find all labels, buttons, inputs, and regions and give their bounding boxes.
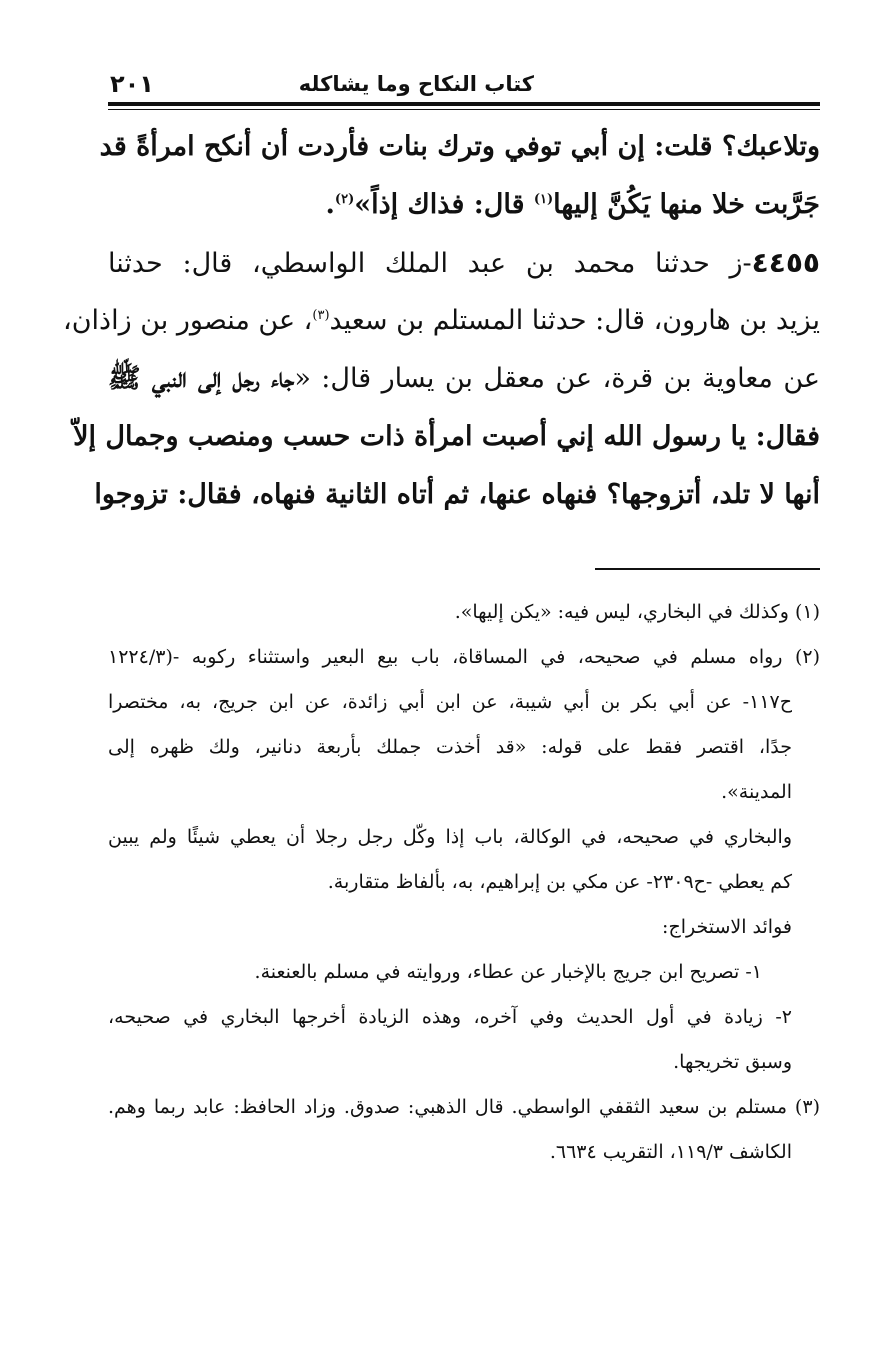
- footnote-line: وسبق تخريجها.: [673, 1051, 792, 1073]
- text-line: يزيد بن هارون، قال: حدثنا المستلم بن سعيد$^{(٣)}$، عن منصور بن زاذان،: [63, 305, 820, 336]
- footnote-line: الكاشف ١١٩/٣، التقريب ٦٦٣٤.: [549, 1141, 792, 1163]
- text-line: فقال: يا رسول الله إني أصبت امرأة ذات حسب ومنصب وجمال إلاّ: [73, 421, 820, 452]
- main-text: [63, 118, 820, 524]
- footnotes: [108, 590, 820, 1175]
- header-rule-thick: [108, 102, 820, 106]
- footnote-line: كم يعطي -ح٢٣٠٩- عن مكي بن إبراهيم، به، بألفاظ متقاربة.: [327, 871, 792, 893]
- footnote-ref-1: (١): [533, 192, 554, 207]
- footnote-line: (١) وكذلك في البخاري، ليس فيه: «يكن إليها».: [454, 601, 820, 623]
- footnote-line: جدًا، اقتصر فقط على قوله: «قد أخذت جملك بأربعة دنانير، ولك ظهره إلى: [108, 736, 792, 758]
- hadith-number: ٤٤٥٥: [751, 246, 820, 279]
- text-line: عن معاوية بن قرة، عن معقل بن يسار قال: «جاء رجل إلى النبي ﷺ: [108, 363, 820, 394]
- header-rule-thin: [108, 109, 820, 110]
- footnote-separator: [595, 568, 820, 570]
- footnote-line: والبخاري في صحيحه، في الوكالة، باب إذا وكّل رجل رجلا أن يعطي شيئًا ولم يبين: [108, 826, 792, 848]
- running-header: [108, 70, 820, 104]
- footnote-ref-2: (٢): [334, 192, 355, 207]
- footnote-line: ١- تصريح ابن جريج بالإخبار عن عطاء، وروايته في مسلم بالعنعنة.: [254, 961, 762, 983]
- footnote-line: ح١١٧- عن أبي بكر بن أبي شيبة، عن ابن أبي زائدة، عن ابن جريج، به، مختصرا: [108, 691, 792, 713]
- footnote-line: المدينة».: [721, 781, 792, 803]
- footnote-ref-3: (٣): [312, 308, 330, 323]
- footnote-line: ٢- زيادة في أول الحديث وفي آخره، وهذه الزيادة أخرجها البخاري في صحيحه،: [108, 1006, 792, 1028]
- text-line: وتلاعبك؟ قلت: إن أبي توفي وترك بنات فأردت أن أنكح امرأةً قد: [99, 131, 820, 162]
- text-line: أنها لا تلد، أتزوجها؟ فنهاه عنها، ثم أتاه الثانية فنهاه، فقال: تزوجوا: [94, 479, 820, 510]
- footnote-line: (٢) رواه مسلم في صحيحه، في المساقاة، باب بيع البعير واستثناء ركوبه -(١٢٢٤/٣: [108, 646, 820, 668]
- text-line: جَرَّبت خلا منها يَكُنَّ إليها$^{(١)}$ قال: فذاك إذاً»$^{(٢)}$.: [325, 189, 820, 220]
- footnote-line: (٣) مستلم بن سعيد الثقفي الواسطي. قال الذهبي: صدوق. وزاد الحافظ: عابد ربما وهم.: [108, 1096, 820, 1118]
- text-line: ٤٤٥٥-ز حدثنا محمد بن عبد الملك الواسطي، قال: حدثنا: [108, 246, 820, 279]
- page-number: ٢٠١: [110, 70, 154, 98]
- footnote-line: فوائد الاستخراج:: [662, 916, 792, 938]
- chapter-title: كتاب النكاح وما يشاكله: [298, 72, 534, 96]
